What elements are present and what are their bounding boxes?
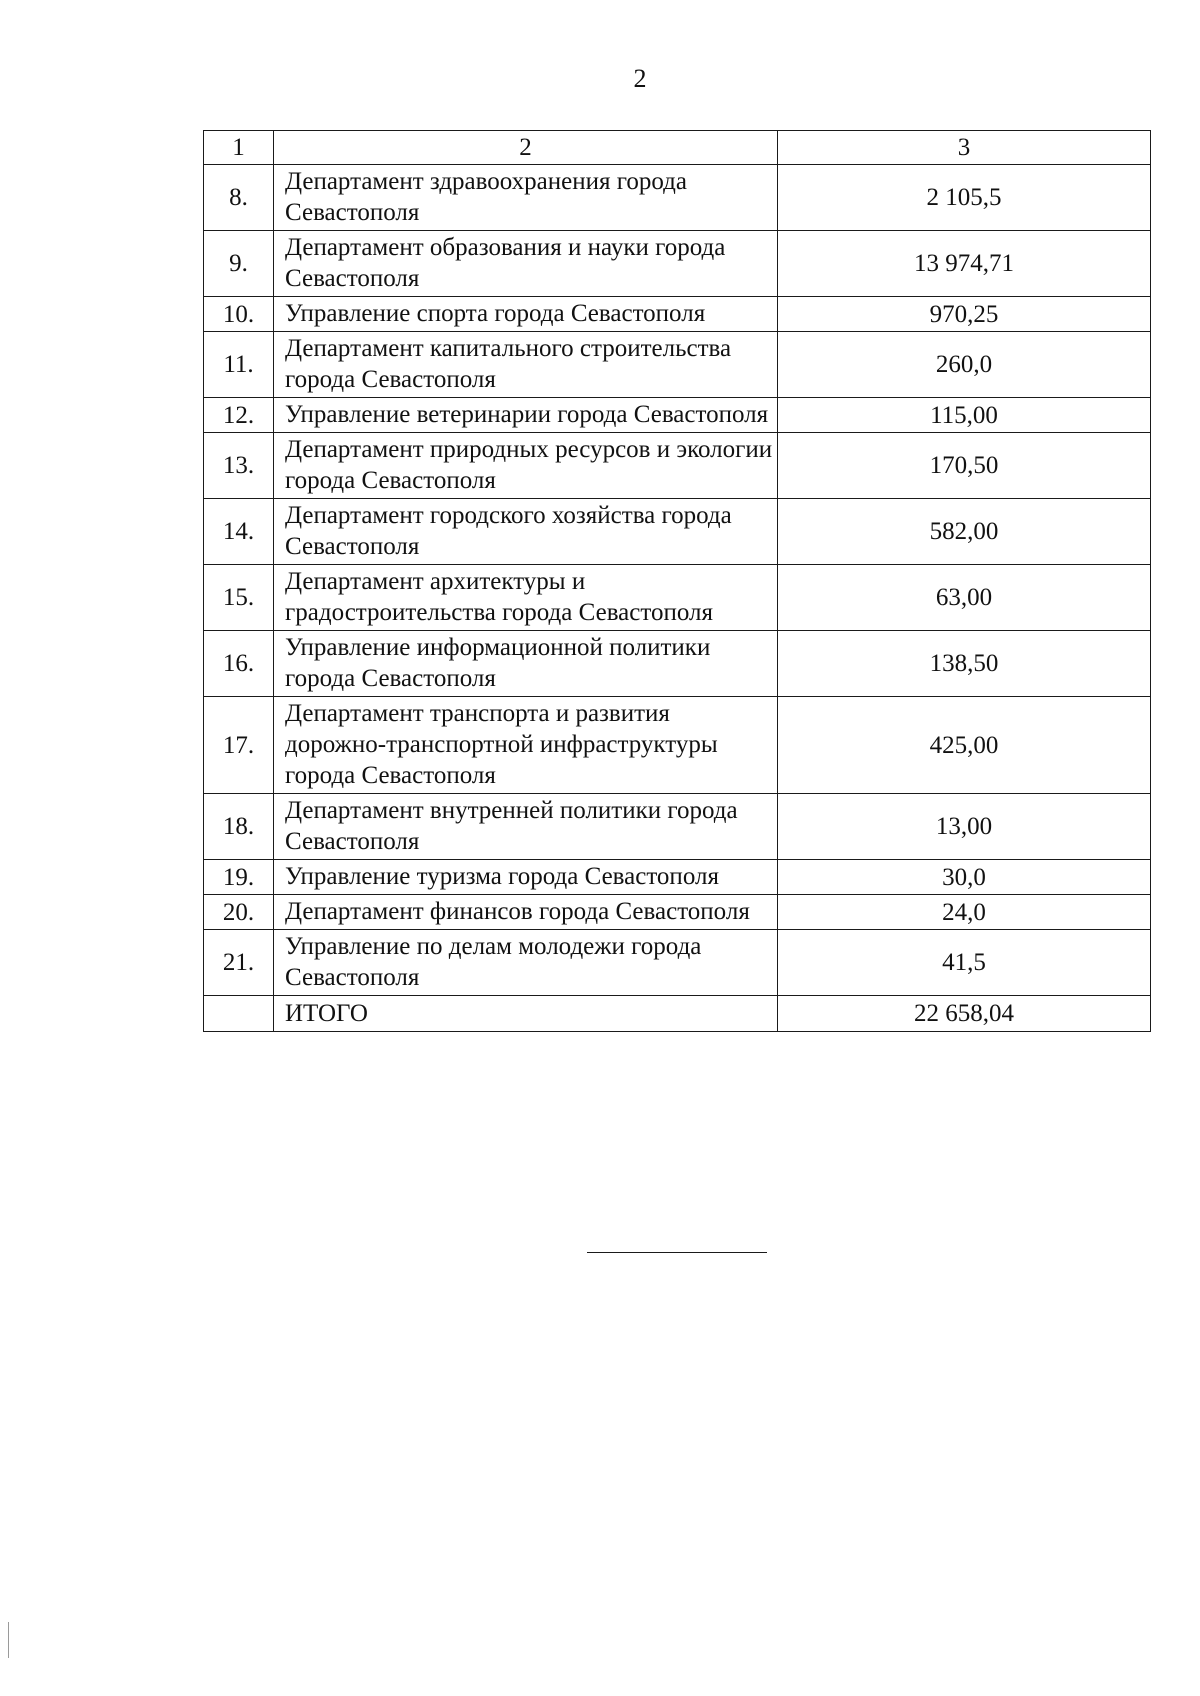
amount-value: 30,0 <box>778 860 1151 895</box>
column-number-3: 3 <box>778 131 1151 165</box>
row-number: 11. <box>204 332 274 398</box>
department-name: Департамент финансов города Севастополя <box>274 895 778 930</box>
department-name: Департамент внутренней политики города Севастополя <box>274 794 778 860</box>
row-number: 21. <box>204 930 274 996</box>
table-row <box>204 697 1151 794</box>
amount-value: 970,25 <box>778 297 1151 332</box>
amount-value: 170,50 <box>778 433 1151 499</box>
amount-value: 13,00 <box>778 794 1151 860</box>
department-name: Департамент архитектуры и градостроительства города Севастополя <box>274 565 778 631</box>
scan-margin-mark <box>8 1622 9 1658</box>
amount-value: 24,0 <box>778 895 1151 930</box>
row-number: 14. <box>204 499 274 565</box>
amount-value: 260,0 <box>778 332 1151 398</box>
row-number: 18. <box>204 794 274 860</box>
total-row-number-cell <box>204 996 274 1032</box>
department-name: Департамент образования и науки города Севастополя <box>274 231 778 297</box>
column-number-2: 2 <box>274 131 778 165</box>
table-row <box>204 165 1151 231</box>
end-of-document-rule <box>587 1252 767 1253</box>
department-name: Управление ветеринарии города Севастополя <box>274 398 778 433</box>
department-name: Департамент капитального строительства города Севастополя <box>274 332 778 398</box>
table-row <box>204 433 1151 499</box>
department-name: Управление туризма города Севастополя <box>274 860 778 895</box>
total-row <box>204 996 1151 1032</box>
amount-value: 582,00 <box>778 499 1151 565</box>
table-row <box>204 398 1151 433</box>
row-number: 13. <box>204 433 274 499</box>
total-amount: 22 658,04 <box>778 996 1151 1032</box>
amount-value: 63,00 <box>778 565 1151 631</box>
amount-value: 41,5 <box>778 930 1151 996</box>
table-row <box>204 297 1151 332</box>
amount-value: 425,00 <box>778 697 1151 794</box>
department-name: Департамент природных ресурсов и экологии города Севастополя <box>274 433 778 499</box>
row-number: 12. <box>204 398 274 433</box>
amount-value: 2 105,5 <box>778 165 1151 231</box>
table-row <box>204 895 1151 930</box>
table-row <box>204 860 1151 895</box>
department-name: Департамент городского хозяйства города Севастополя <box>274 499 778 565</box>
amount-value: 13 974,71 <box>778 231 1151 297</box>
department-name: Департамент транспорта и развития дорожно-транспортной инфраструктуры города Севастополя <box>274 697 778 794</box>
row-number: 16. <box>204 631 274 697</box>
row-number: 19. <box>204 860 274 895</box>
total-label: ИТОГО <box>274 996 778 1032</box>
row-number: 8. <box>204 165 274 231</box>
row-number: 9. <box>204 231 274 297</box>
department-name: Департамент здравоохранения города Севастополя <box>274 165 778 231</box>
amount-value: 115,00 <box>778 398 1151 433</box>
table-row <box>204 499 1151 565</box>
amount-value: 138,50 <box>778 631 1151 697</box>
row-number: 10. <box>204 297 274 332</box>
department-name: Управление спорта города Севастополя <box>274 297 778 332</box>
department-name: Управление по делам молодежи города Севастополя <box>274 930 778 996</box>
department-name: Управление информационной политики города Севастополя <box>274 631 778 697</box>
table-row <box>204 231 1151 297</box>
table-row <box>204 332 1151 398</box>
row-number: 20. <box>204 895 274 930</box>
table-row <box>204 631 1151 697</box>
table-header-row <box>204 131 1151 165</box>
row-number: 15. <box>204 565 274 631</box>
budget-allocation-table <box>203 130 1151 1032</box>
table-row <box>204 930 1151 996</box>
column-number-1: 1 <box>204 131 274 165</box>
row-number: 17. <box>204 697 274 794</box>
table-row <box>204 794 1151 860</box>
page-number: 2 <box>633 64 647 93</box>
table-row <box>204 565 1151 631</box>
